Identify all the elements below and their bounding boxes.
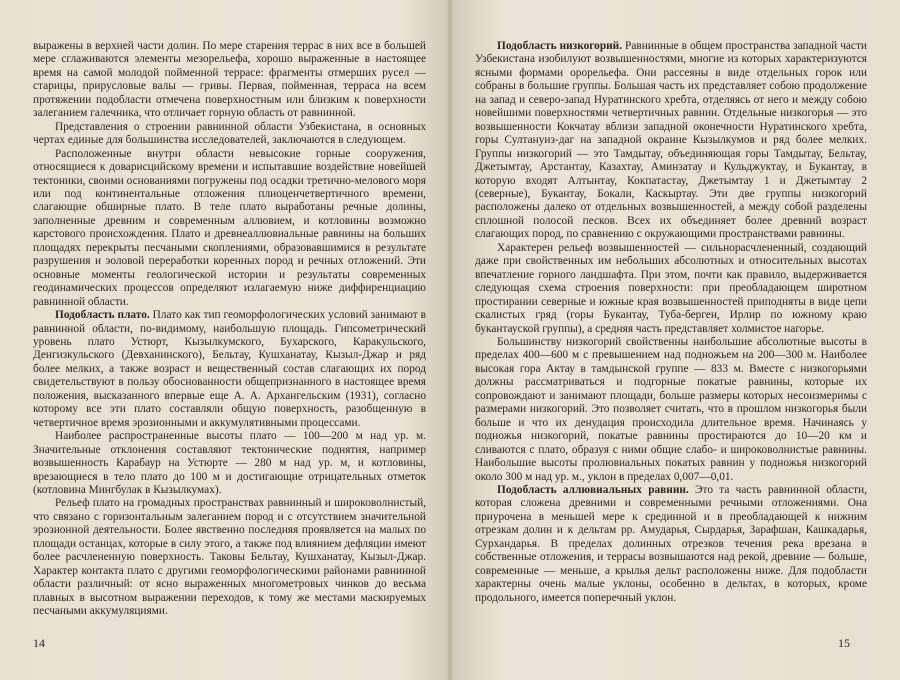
paragraph-text: Характерен рельеф возвышенностей — сильнорасчлененный, создающий даже при свойственных им небольших абсолютных и относительных высотах впечатление горного ландшафта. При этом, почти как правило, выдерживается следующая схема строения поверхности: при преобладающем широтном простирании северные и южные края возвышенностей приподняты в виде цепи скалистых гряд (горы Букантау, Туба-берген, Ирлир по южному краю букантауской группы), а средняя часть представляет холмистое нагорье.: [475, 241, 867, 335]
paragraph: [33, 309, 426, 430]
paragraph-text: Это та часть равнинной области, которая сложена древними и современными речными отложениями. Она приурочена в меньшей мере к срединной и в преобладающей к нижним отрезкам долин и к дельтам рр. Амударья, Сырдарья, Зарафшан, Кашкадарья, Сурхандарья. В пределах долинных отрезков течения река врезана в собственные отложения, и террасы возвышаются над рекой, древние — больше, современные — меньше, а крылья дельт расположены ниже. Для подобласти характерны очень малые уклоны, особенно в дельтах, в которых, кроме продольного, имеется поперечный уклон.: [475, 483, 867, 604]
paragraph-text: выражены в верхней части долин. По мере старения террас в них все в большей мере сглаживаются элементы мезорельефа, хорошо выраженные в настоящее время на самой молодой пойменной террасе: фрагменты отмерших русел — старицы, прирусловые валы — гривы. Первая, пойменная, терраса на всем протяжении подобласти отмечена поверхностным или близким к поверхности залеганием галечника, что отличает горную область от равнинной.: [33, 40, 426, 120]
paragraph-text: Расположенные внутри области невысокие горные сооружения, относящиеся к доварисцийскому времени и испытавшие воздействие новейшей тектоники, своими основаниями погружены под осадки третично-мелового моря или под континентальные отложения плиоценчетвертичного времени, слагающие обширные плато. В теле плато выработаны речные долины, заполненные древним и современным аллювием, и котловины возможно карстового происхождения. Плато и древнеаллювиальные равнины на больших площадях перекрыты песчаными скоплениями, образовавшимися в результате разрушения и эоловой переработки коренных пород и речных отложений. Эти основные моменты геологической истории и результаты современных геодинамических процессов определяют излагаемую ниже диффиренциацию равнинной области.: [33, 147, 426, 308]
paragraph-text: Равнинные в общем пространства западной части Узбекистана изобилуют возвышенностями, многие из которых характеризуются ясными формами орорельефа. Они рассеяны в виде отдельных горок или собраны в большие группы. Большая часть их представляет собою продолжение на запад и северо-запад Нуратинского хребта, отделяясь от него и между собою новейшими поверхностями четвертичных равнин. Отдельные низкогорья — это возвышенности Кокчатау вблизи западной оконечности Нуратинского хребта, горы Султануиз-даг на западной окраине Кызылкумов и ряд более мелких. Группы низкогорий — это Тамдытау, объединяющая горы Тамдытау, Бельтау, Джетымтау, Арстантау, Казахтау, Аминзатау и Кульджуктау, и Букантау, в которую входят Алтынтау, Кокпатастау, Джетымтау 1 и Джетымтау 2 (северные), Букантау, Бокали, Каскыртау. Эти две группы низкогорий расположены далеко от отдельных возвышенностей, а между собой разделены сплошной полосой песков. Всех их объединяет более древний возраст слагающих пород, по сравнению с окружающими пространствами равнины.: [475, 40, 867, 241]
paragraph-text: Представления о строении равнинной области Узбекистана, в основных чертах единые для большинства исследователей, заключаются в следующем.: [33, 120, 426, 147]
paragraph: [33, 121, 426, 148]
paragraph: [33, 148, 426, 309]
paragraph: [475, 242, 867, 336]
paragraph-text: Наиболее распространенные высоты плато — 100—200 м над ур. м. Значительные отклонения составляют тектонические поднятия, например возвышенность Карабаур на Устюрте — 280 м над ур. м, и котловины, врезающиеся в тело плато до 100 м и достигающие отрицательных отметок (котловина Мингбулак в Кызылкумах).: [33, 430, 426, 496]
paragraph: [33, 497, 426, 618]
left-page: [33, 40, 426, 618]
paragraph-text: Большинству низкогорий свойственны наибольшие абсолютные высоты в пределах 400—600 м с превышением над подножьем на 200—300 м. Наиболее высокая гора Актау в тамдынской группе — 833 м. Вместе с низкогорьями должны рассматриваться и подгорные покатые равнины, которые их сопровождают и занимают площади, больше размеры которых несоизмеримы с размерами низкогорий. Это позволяет считать, что в прошлом низкогорья были больше и что их денудация происходила длительное время. Начинаясь у подножья низкогорий, покатые равнины простираются до 10—20 км и сливаются с плато, образуя с ними общие слабо- и широковолнистые равнины. Наибольшие высоты пролювиальных покатых равнин у подножья низкогорий около 300 м над ур. м., уклон в пределах 0,007—0,01.: [475, 335, 867, 483]
paragraph: [33, 40, 426, 121]
section-heading: Подобласть низкогорий.: [497, 40, 623, 52]
paragraph-text: Рельеф плато на громадных пространствах равнинный и широковолнистый, что связано с горизонтальным залеганием пород и с отсутствием значительной эрозионной деятельности. Более явственно последняя проявляется на малых по площади останцах, которые в силу этого, а также под влиянием дефляции имеют более расчлененную поверхность. Таковы Бельтау, Кушханатау, Кызыл-Джар. Характер контакта плато с другими геоморфологическими районами равнинной области различный: от ясно выраженных многометровых чинков до весьма плавных в высотном выражении переходов, к тому же местами маскируемых песчаными аккумуляциями.: [33, 497, 426, 618]
paragraph: [475, 336, 867, 484]
paragraph: [33, 430, 426, 497]
paragraph-text: Плато как тип геоморфологических условий занимают в равнинной области, по-видимому, наибольшую площадь. Гипсометрический уровень плато Устюрт, Кызылкумского, Бухарского, Каракульского, Денгизкульского (Девханинского), Бельтау, Кушханатау, Кызыл-Джар и ряд более мелких, а также возраст и вещественный состав слагающих их пород свидетельствуют в пользу обоснованности общепризнанного в настоящее время положения, высказанного впервые еще А. А. Архангельским (1931), согласно которому все эти плато составляли общую поверхность, разобщенную в четвертичное время эрозионными и аккумулятивными процессами.: [33, 309, 426, 429]
section-heading: Подобласть плато.: [55, 309, 150, 322]
section-heading: Подобласть аллювиальных равнин.: [497, 483, 689, 496]
page-number: 14: [33, 636, 45, 650]
right-page: [475, 40, 867, 605]
paragraph: [475, 40, 867, 242]
paragraph: [475, 484, 867, 605]
page-number: 15: [838, 636, 850, 650]
